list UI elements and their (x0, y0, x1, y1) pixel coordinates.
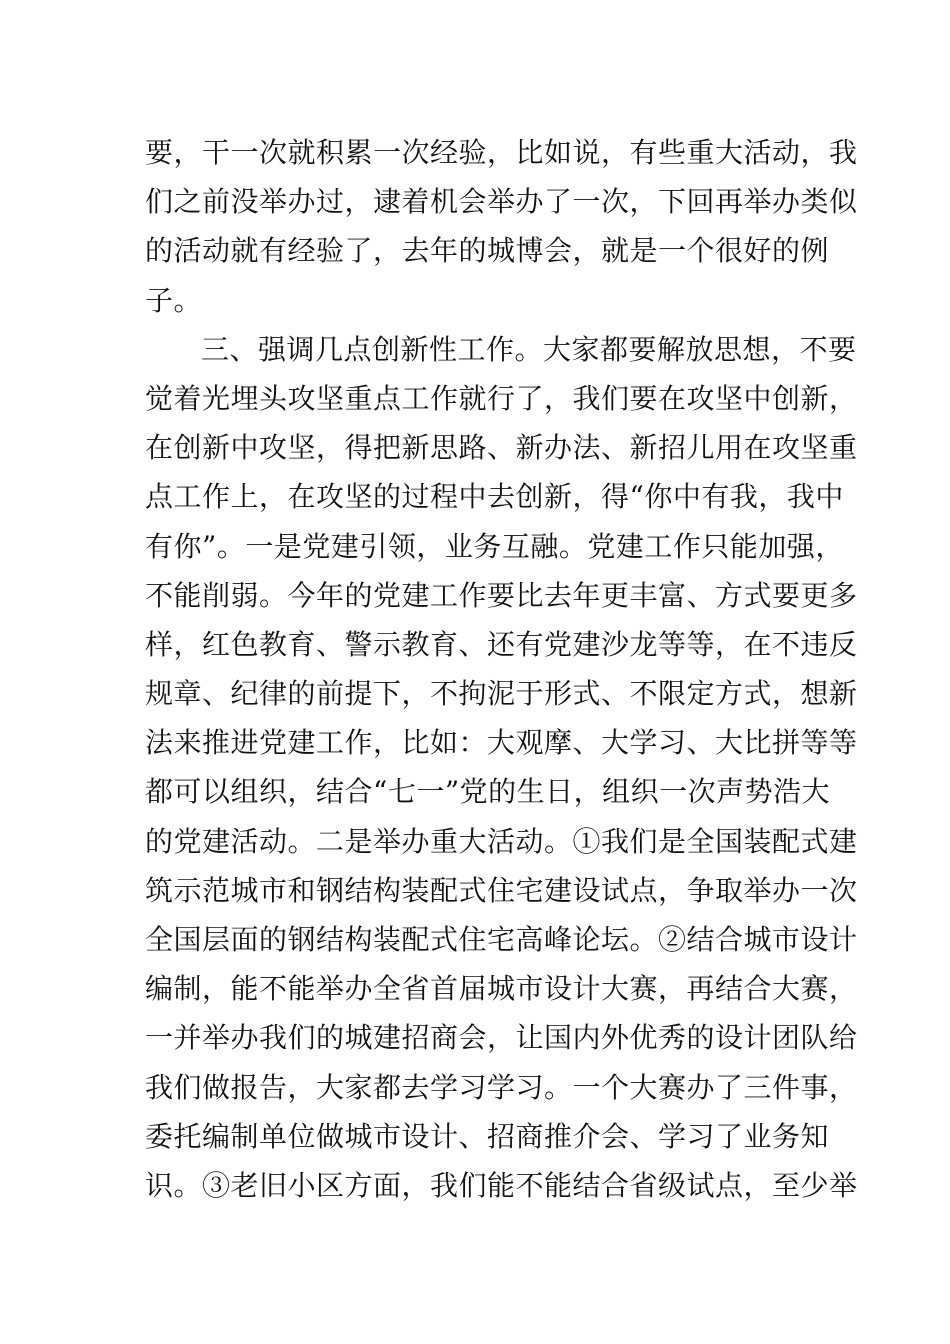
text-line: 法来推进党建工作，比如：大观摩、大学习、大比拼等等 (145, 726, 858, 760)
text-line: 全国层面的钢结构装配式住宅高峰论坛。②结合城市设计 (145, 923, 858, 956)
text-line: 的活动就有经验了，去年的城博会，就是一个很好的例 (145, 234, 830, 268)
text-line: 在创新中攻坚，得把新思路、新办法、新招儿用在攻坚重 (145, 431, 858, 465)
text-line: 有你”。一是党建引领，业务互融。党建工作只能加强， (145, 529, 844, 563)
text-line: 委托编制单位做城市设计、招商推介会、学习了业务知 (145, 1119, 830, 1153)
text-line: 觉着光埋头攻坚重点工作就行了，我们要在攻坚中创新， (145, 381, 858, 415)
text-line: 我们做报告，大家都去学习学习。一个大赛办了三件事， (145, 1070, 858, 1104)
text-line: 都可以组织，结合“七一”党的生日，组织一次声势浩大 (145, 775, 831, 809)
text-line: 不能削弱。今年的党建工作要比去年更丰富、方式要更多 (145, 578, 858, 612)
text-line: 子。 (145, 283, 203, 317)
text-line: 编制，能不能举办全省首届城市设计大赛，再结合大赛， (145, 972, 858, 1006)
text-line: 点工作上，在攻坚的过程中去创新，得“你中有我，我中 (145, 480, 844, 514)
text-line: 的党建活动。二是举办重大活动。①我们是全国装配式建 (145, 824, 858, 858)
text-line: 一并举办我们的城建招商会，让国内外优秀的设计团队给 (145, 1021, 858, 1055)
text-line: 要，干一次就积累一次经验，比如说，有些重大活动，我 (145, 136, 858, 169)
paragraph-start-line: 三、强调几点创新性工作。大家都要解放思想，不要 (201, 332, 857, 366)
text-line: 识。③老旧小区方面，我们能不能结合省级试点，至少举 (145, 1168, 858, 1202)
body-text (145, 128, 858, 1210)
text-line: 筑示范城市和钢结构装配式住宅建设试点，争取举办一次 (145, 873, 858, 907)
text-line: 样，红色教育、警示教育、还有党建沙龙等等，在不违反 (145, 627, 858, 661)
text-line: 规章、纪律的前提下，不拘泥于形式、不限定方式，想新 (145, 677, 858, 711)
text-line: 们之前没举办过，逮着机会举办了一次，下回再举办类似 (145, 185, 858, 219)
